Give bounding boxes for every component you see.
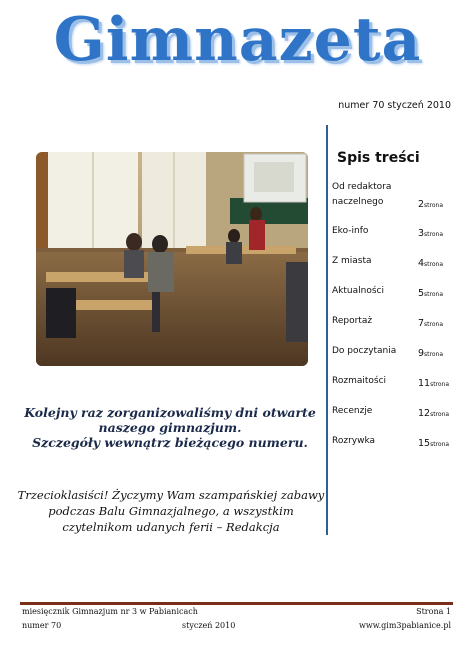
lead-line: naszego gimnazjum. [98,420,242,435]
toc-item-page: 3strona [418,228,444,239]
newspaper-title: Gimnazeta [53,5,422,75]
toc-item-label: Aktualności [332,286,384,296]
lead-text [20,405,320,450]
toc-item-page: 2strona [418,199,444,210]
issue-line: numer 70 styczeń 2010 [338,100,451,111]
toc-item-od-redaktora[interactable] [332,180,460,210]
toc-item-label: Recenzje [332,406,373,416]
footer-publisher: miesięcznik Gimnazjum nr 3 w Pabianicach [22,607,198,616]
footer-page-number: Strona 1 [416,607,451,616]
toc-item-aktualnosci[interactable] [332,284,460,299]
footer-issue-number: numer 70 [22,621,62,630]
footer-website-link[interactable]: www.gim3pabianice.pl [359,621,451,630]
toc-item-recenzje[interactable] [332,404,460,419]
masthead [0,0,475,80]
toc-item-page: 15strona [418,438,450,449]
toc-item-page: 12strona [418,408,450,419]
toc-item-reportaz[interactable] [332,314,460,329]
toc-item-page: 5strona [418,288,444,299]
greeting-text [16,487,326,535]
toc-item-label: Do poczytania [332,346,397,356]
toc-item-label: Od redaktora [332,182,392,192]
footer-divider [20,602,453,605]
greeting-line: podczas Balu Gimnazjalnego, a wszystkim [48,504,294,518]
lead-line: Szczegóły wewnątrz bieżącego numeru. [32,435,308,450]
toc-item-page: 4strona [418,258,444,269]
toc-item-z-miasta[interactable] [332,254,460,269]
toc-item-label: Eko-info [332,226,369,236]
toc-item-label: Z miasta [332,256,372,266]
toc-item-page: 9strona [418,348,444,359]
greeting-line: czytelnikom udanych ferii – Redakcja [62,520,280,534]
toc-item-label: Reportaż [332,316,373,326]
column-divider [326,125,328,535]
toc-item-rozmaitosci[interactable] [332,374,460,389]
lead-line: Kolejny raz zorganizowaliśmy dni otwarte [24,405,316,420]
toc-item-page: 11strona [418,378,450,389]
classroom-photo [36,152,308,366]
toc-title: Spis treści [337,150,420,166]
greeting-line: Trzecioklasiści! Życzymy Wam szampańskiej zabawy [17,488,325,502]
toc-item-label: naczelnego [332,197,384,207]
toc-item-rozrywka[interactable] [332,434,460,449]
toc-item-label: Rozrywka [332,436,376,446]
toc-item-eko-info[interactable] [332,224,460,239]
toc-item-do-poczytania[interactable] [332,344,460,359]
toc-item-label: Rozmaitości [332,376,387,386]
table-of-contents [332,150,460,449]
footer-date: styczeń 2010 [182,621,236,630]
toc-item-page: 7strona [418,318,444,329]
